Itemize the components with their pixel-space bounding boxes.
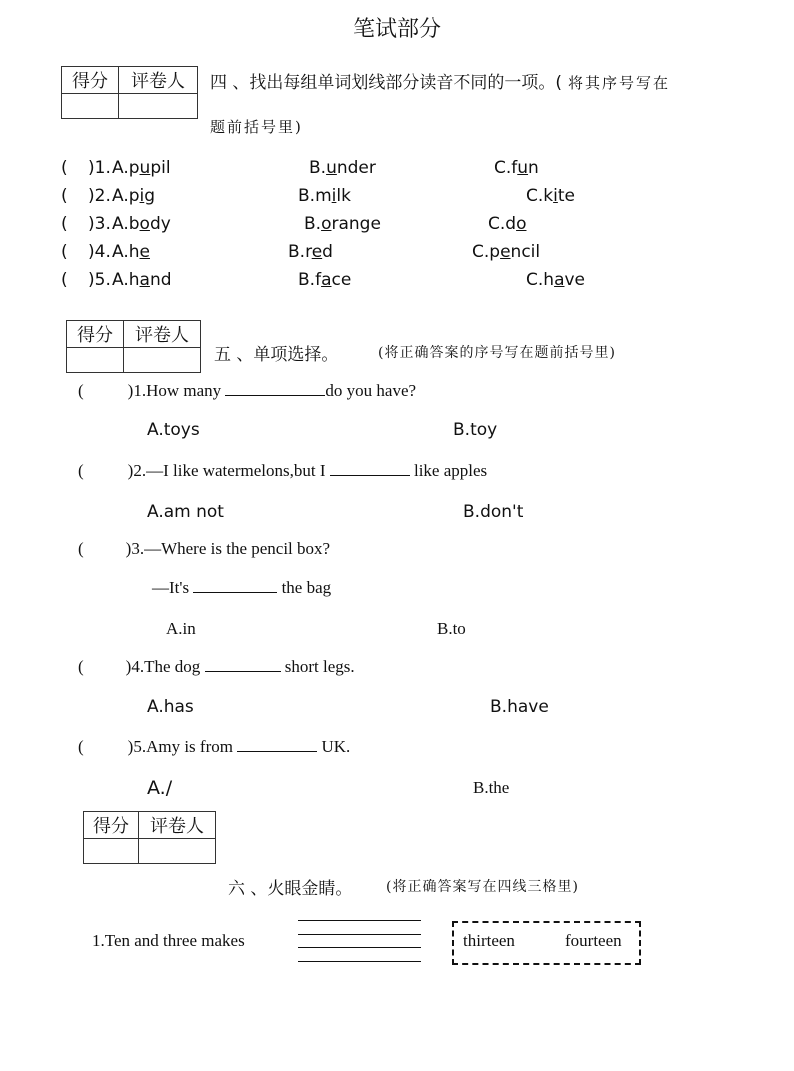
question-3: ( )3.—Where is the pencil box? bbox=[78, 539, 331, 558]
grader-label: 评卷人 bbox=[119, 67, 198, 94]
fill-blank[interactable] bbox=[237, 737, 317, 752]
question-5: ( )5.Amy is from UK. bbox=[78, 737, 351, 756]
question-4: ( )4.The dog short legs. bbox=[78, 657, 355, 676]
option-c: C.have bbox=[526, 270, 586, 290]
grid-line bbox=[298, 961, 421, 962]
fill-blank[interactable] bbox=[330, 461, 410, 476]
fill-blank[interactable] bbox=[225, 381, 325, 396]
score-cell[interactable] bbox=[67, 348, 124, 373]
option-a: A.hand bbox=[112, 270, 172, 290]
section5-heading: 五 、单项选择。 bbox=[214, 345, 339, 365]
score-cell[interactable] bbox=[62, 94, 119, 119]
score-box bbox=[66, 320, 201, 373]
option-a: A.body bbox=[112, 214, 171, 234]
score-label: 得分 bbox=[67, 321, 124, 348]
word-option: thirteen bbox=[463, 931, 515, 950]
item-number: )3. bbox=[88, 214, 111, 234]
score-label: 得分 bbox=[62, 67, 119, 94]
option-a: A.am not bbox=[147, 502, 224, 522]
grader-label: 评卷人 bbox=[124, 321, 201, 348]
score-cell[interactable] bbox=[84, 839, 139, 864]
option-a: A.in bbox=[166, 619, 196, 638]
fill-blank[interactable] bbox=[193, 578, 277, 593]
grader-cell[interactable] bbox=[124, 348, 201, 373]
question-1: ( )1.How many do you have? bbox=[78, 381, 417, 400]
option-b: B.to bbox=[437, 619, 466, 638]
grader-cell[interactable] bbox=[119, 94, 198, 119]
option-a: A.pupil bbox=[112, 158, 171, 178]
score-box bbox=[61, 66, 198, 119]
item-number: )1. bbox=[88, 158, 111, 178]
option-b: B.the bbox=[473, 778, 510, 797]
item-number: )4. bbox=[88, 242, 111, 262]
section5-note: (将正确答案的序号写在题前括号里) bbox=[378, 345, 616, 361]
question-6-1: 1.Ten and three makes bbox=[92, 931, 245, 950]
page-title: 笔试部分 bbox=[352, 17, 441, 42]
option-b: B.face bbox=[298, 270, 352, 290]
fill-blank[interactable] bbox=[205, 657, 281, 672]
option-b: B.red bbox=[288, 242, 333, 262]
option-a: A./ bbox=[147, 777, 173, 799]
item-number: )2. bbox=[88, 186, 111, 206]
option-a: A.he bbox=[112, 242, 150, 262]
answer-paren[interactable]: ( bbox=[61, 242, 68, 262]
section4-note: 题前括号里) bbox=[210, 118, 303, 136]
question-3-line2: —It's the bag bbox=[152, 578, 332, 597]
grid-line bbox=[298, 947, 421, 948]
item-number: )5. bbox=[88, 270, 111, 290]
option-b: B.don't bbox=[463, 502, 524, 522]
section6-note: (将正确答案写在四线三格里) bbox=[386, 879, 579, 895]
option-b: B.orange bbox=[304, 214, 381, 234]
option-b: B.under bbox=[309, 158, 376, 178]
grader-cell[interactable] bbox=[139, 839, 216, 864]
answer-paren[interactable]: ( bbox=[61, 186, 68, 206]
section6-heading: 六 、火眼金睛。 bbox=[228, 879, 353, 899]
score-label: 得分 bbox=[84, 812, 139, 839]
section4-heading: 四 、找出每组单词划线部分读音不同的一项。( 将其序号写在 bbox=[210, 73, 671, 93]
grader-label: 评卷人 bbox=[139, 812, 216, 839]
option-c: C.pencil bbox=[472, 242, 541, 262]
word-option: fourteen bbox=[565, 931, 622, 950]
option-b: B.toy bbox=[453, 420, 498, 440]
score-box bbox=[83, 811, 216, 864]
option-a: A.toys bbox=[147, 420, 200, 440]
option-c: C.fun bbox=[494, 158, 539, 178]
option-b: B.milk bbox=[298, 186, 351, 206]
option-b: B.have bbox=[490, 697, 549, 717]
option-c: C.kite bbox=[526, 186, 575, 206]
answer-paren[interactable]: ( bbox=[61, 270, 68, 290]
answer-paren[interactable]: ( bbox=[61, 158, 68, 178]
grid-line bbox=[298, 920, 421, 921]
option-a: A.pig bbox=[112, 186, 156, 206]
answer-paren[interactable]: ( bbox=[61, 214, 68, 234]
option-a: A.has bbox=[147, 697, 194, 717]
option-c: C.do bbox=[488, 214, 527, 234]
question-2: ( )2.—I like watermelons,but I like apples bbox=[78, 461, 488, 480]
grid-line bbox=[298, 934, 421, 935]
